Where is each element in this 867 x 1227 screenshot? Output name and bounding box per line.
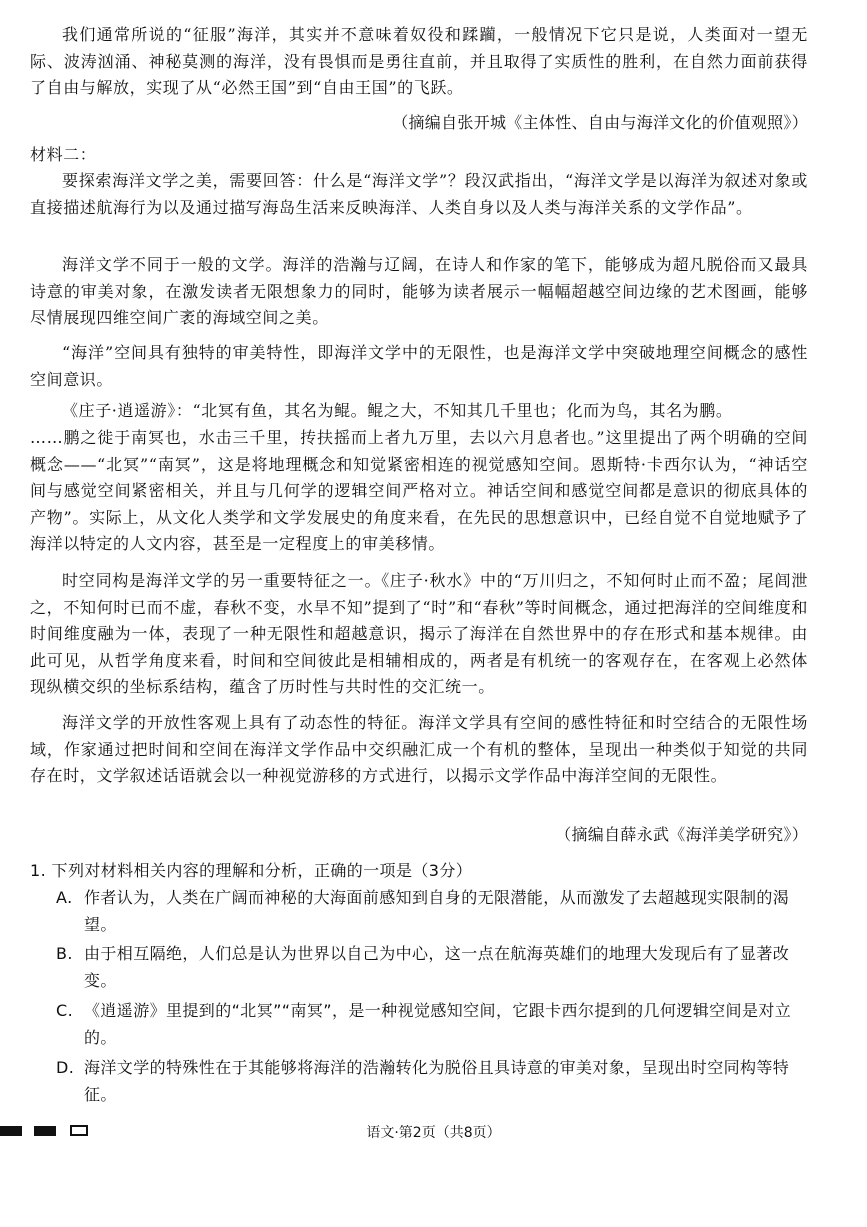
option-text: 由于相互隔绝，人们总是认为世界以自己为中心，这一点在航海英雄们的地理大发现后有了显著改变。: [84, 944, 790, 990]
paragraph-aesthetic: “海洋”空间具有独特的审美特性，即海洋文学中的无限性，也是海洋文学中突破地理空间概念的感性空间意识。: [30, 343, 808, 389]
option-a[interactable]: [56, 884, 808, 938]
option-letter: B.: [56, 944, 73, 963]
paragraph-intro: 我们通常所说的“征服”海洋，其实并不意味着奴役和蹂躏，一般情况下它只是说，人类面对一望无际、波涛汹涌、神秘莫测的海洋，没有畏惧而是勇往直前，并且取得了实质性的胜利，在自然力面前获得了自由与解放，实现了从“必然王国”到“自由王国”的飞跃。: [30, 25, 808, 97]
source-citation-2: （摘编自薛永武《海洋美学研究》）: [555, 825, 808, 844]
option-d[interactable]: [56, 1054, 808, 1108]
paragraph-zhuangzi-quote: 《庄子·逍遥游》：“北冥有鱼，其名为鲲。鲲之大，不知其几千里也；化而为鸟，其名为鹏。: [62, 401, 733, 420]
page-number: 语文·第2页（共8页）: [366, 1125, 501, 1141]
page-footer: [0, 1118, 867, 1148]
option-letter: D.: [56, 1058, 75, 1077]
paragraph-zhuangzi-analysis: ……鹏之徙于南冥也，水击三千里，抟扶摇而上者九万里，去以六月息者也。”这里提出了两个明确的空间概念——“北冥”“南冥”，这是将地理概念和知觉紧密相连的视觉感知空间。恩斯特·卡西尔认为，“神话空间与感觉空间紧密相关，并且与几何学的逻辑空间严格对立。神话空间和感觉空间都是意识的彻底具体的产物”。实际上，从文化人类学和文学发展史的角度来看，在先民的思想意识中，已经自觉不自觉地赋予了海洋以特定的人文内容，甚至是一定程度上的审美移情。: [30, 428, 808, 553]
question-stem: 1. 下列对材料相关内容的理解和分析，正确的一项是（3分）: [30, 861, 473, 880]
option-text: 《逍遥游》里提到的“北冥”“南冥”，是一种视觉感知空间，它跟卡西尔提到的几何逻辑空间是对立的。: [84, 1001, 792, 1047]
material-two-label: 材料二：: [30, 145, 97, 164]
option-text: 海洋文学的特殊性在于其能够将海洋的浩瀚转化为脱俗且具诗意的审美对象，呈现出时空同构等特征。: [84, 1058, 790, 1104]
option-text: 作者认为，人类在广阔而神秘的大海面前感知到自身的无限潜能，从而激发了去超越现实限制的渴望。: [84, 888, 790, 934]
paragraph-spacetime: 时空同构是海洋文学的另一重要特征之一。《庄子·秋水》中的“万川归之，不知何时止而不盈；尾闾泄之，不知何时已而不虚，春秋不变，水旱不知”提到了“时”和“春秋”等时间概念，通过把海洋的空间维度和时间维度融为一体，表现了一种无限性和超越意识，揭示了海洋在自然世界中的存在形式和基本规律。由此可见，从哲学角度来看，时间和空间彼此是相辅相成的，两者是有机统一的客观存在，在客观上必然体现纵横交织的坐标系结构，蕴含了历时性与共时性的交汇统一。: [30, 571, 808, 696]
option-c[interactable]: [56, 997, 808, 1051]
paragraph-difference: 海洋文学不同于一般的文学。海洋的浩瀚与辽阔，在诗人和作家的笔下，能够成为超凡脱俗而又最具诗意的审美对象，在激发读者无限想象力的同时，能够为读者展示一幅幅超越空间边缘的艺术图画，能够尽情展现四维空间广袤的海域空间之美。: [30, 255, 808, 327]
paragraph-definition: 要探索海洋文学之美，需要回答：什么是“海洋文学”？段汉武指出，“海洋文学是以海洋为叙述对象或直接描述航海行为以及通过描写海岛生活来反映海洋、人类自身以及人类与海洋关系的文学作品”。: [30, 171, 808, 217]
option-b[interactable]: [56, 940, 808, 994]
paragraph-openness: 海洋文学的开放性客观上具有了动态性的特征。海洋文学具有空间的感性特征和时空结合的无限性场域，作家通过把时间和空间在海洋文学作品中交织融汇成一个有机的整体，呈现出一种类似于知觉的共同存在时，文学叙述话语就会以一种视觉游移的方式进行，以揭示文学作品中海洋空间的无限性。: [30, 713, 808, 785]
option-letter: C.: [56, 1001, 74, 1020]
source-citation-1: （摘编自张开城《主体性、自由与海洋文化的价值观照》）: [392, 113, 808, 132]
option-letter: A.: [56, 888, 73, 907]
